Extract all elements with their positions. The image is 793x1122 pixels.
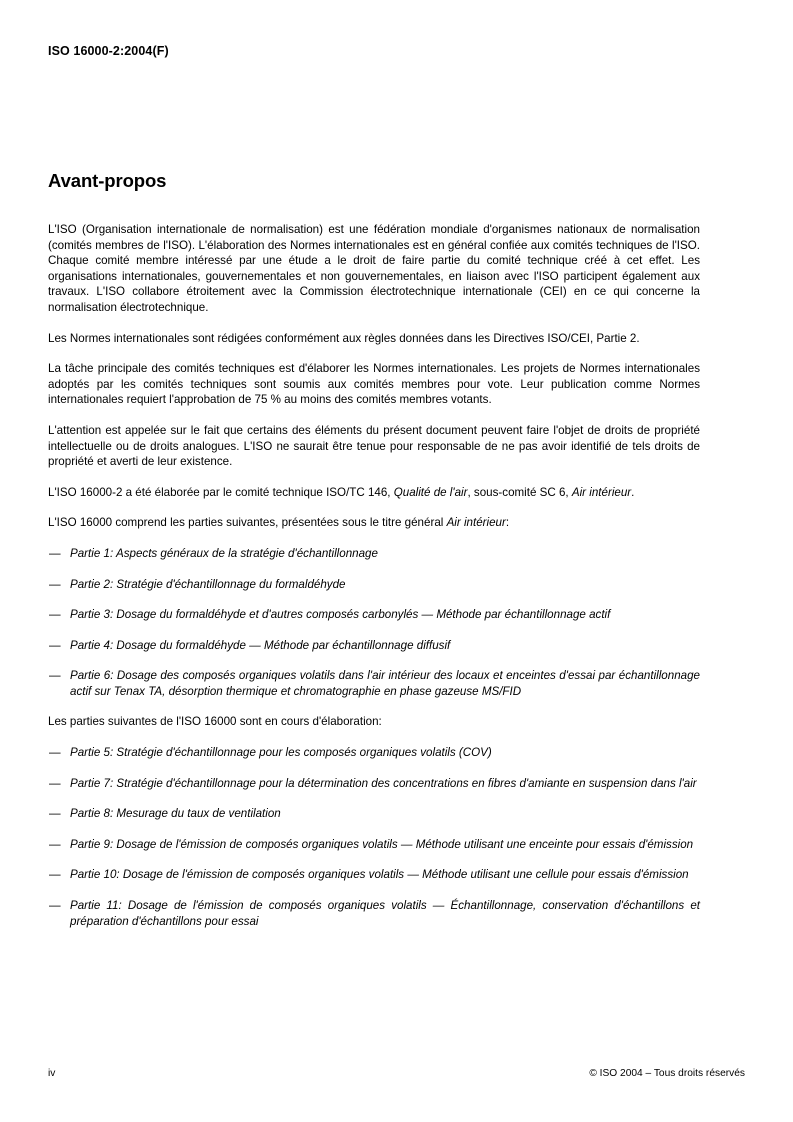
preparing-committee-text-1: L'ISO 16000-2 a été élaborée par le comité technique ISO/TC 146, xyxy=(48,485,394,499)
em-dash-bullet-icon: — xyxy=(49,746,61,760)
em-dash-bullet-icon: — xyxy=(49,776,61,790)
parts-intro-text-1: L'ISO 16000 comprend les parties suivantes, présentées sous le titre général xyxy=(48,516,447,530)
document-header-reference: ISO 16000-2:2004(F) xyxy=(48,44,169,58)
list-item-label: Partie 11: Dosage de l'émission de composés organiques volatils — Échantillonnage, conservation d'échantillons et préparation d'échantillons pour essai xyxy=(70,899,700,928)
paragraph-preparing-committee xyxy=(48,485,700,501)
em-dash-bullet-icon: — xyxy=(49,868,61,882)
list-item xyxy=(48,607,700,623)
list-item xyxy=(48,668,700,699)
list-item-label: Partie 9: Dosage de l'émission de composés organiques volatils — Méthode utilisant une enceinte pour essais d'émission xyxy=(70,837,694,851)
list-item-label: Partie 8: Mesurage du taux de ventilation xyxy=(70,807,281,821)
copyright-notice: © ISO 2004 – Tous droits réservés xyxy=(589,1068,745,1079)
list-item xyxy=(48,806,700,822)
list-item-label: Partie 1: Aspects généraux de la stratégie d'échantillonnage xyxy=(70,546,378,560)
forthcoming-parts-list xyxy=(48,745,700,929)
preparing-committee-text-3: . xyxy=(631,485,635,499)
document-content xyxy=(48,170,700,929)
list-item-label: Partie 2: Stratégie d'échantillonnage du formaldéhyde xyxy=(70,577,346,591)
em-dash-bullet-icon: — xyxy=(49,807,61,821)
em-dash-bullet-icon: — xyxy=(49,638,61,652)
em-dash-bullet-icon: — xyxy=(49,837,61,851)
paragraph-patent-rights: L'attention est appelée sur le fait que certains des éléments du présent document peuvent faire l'objet de droits de propriété intellectuelle ou de droits analogues. L'ISO ne saurait être tenue pour responsable de ne pas avoir identifié de tels droits de propriété et averti de leur existence. xyxy=(48,423,700,469)
paragraph-forthcoming-intro: Les parties suivantes de l'ISO 16000 sont en cours d'élaboration: xyxy=(48,715,382,729)
list-item xyxy=(48,898,700,929)
preparing-committee-text-2: , sous-comité SC 6, xyxy=(467,485,572,499)
paragraph-iso-description: L'ISO (Organisation internationale de normalisation) est une fédération mondiale d'organismes nationaux de normalisation (comités membres de l'ISO). L'élaboration des Normes internationales est en général confiée aux comités techniques de l'ISO. Chaque comité membre intéressé par une étude a le droit de faire partie du comité technique créé à cet effet. Les organisations internationales, gouvernementales et non gouvernementales, en liaison avec l'ISO participent également aux travaux. L'ISO collabore étroitement avec la Commission électrotechnique internationale (CEI) en ce qui concerne la normalisation électrotechnique. xyxy=(48,223,700,314)
list-item xyxy=(48,745,700,761)
list-item-label: Partie 7: Stratégie d'échantillonnage pour la détermination des concentrations en fibres d'amiante en suspension dans l'air xyxy=(70,776,697,790)
list-item xyxy=(48,776,700,792)
list-item xyxy=(48,867,700,883)
list-item-label: Partie 10: Dosage de l'émission de composés organiques volatils — Méthode utilisant une cellule pour essais d'émission xyxy=(70,868,689,882)
list-item-label: Partie 4: Dosage du formaldéhyde — Méthode par échantillonnage diffusif xyxy=(70,638,451,652)
published-parts-list xyxy=(48,546,700,700)
page-title: Avant-propos xyxy=(48,170,167,191)
em-dash-bullet-icon: — xyxy=(49,899,61,913)
page-number: iv xyxy=(48,1068,56,1079)
list-item-label: Partie 5: Stratégie d'échantillonnage pour les composés organiques volatils (COV) xyxy=(70,746,492,760)
list-item xyxy=(48,546,700,562)
paragraph-parts-intro xyxy=(48,515,700,531)
list-item-label: Partie 3: Dosage du formaldéhyde et d'autres composés carbonylés — Méthode par échantillonnage actif xyxy=(70,608,611,622)
em-dash-bullet-icon: — xyxy=(49,546,61,560)
general-title-indoor-air: Air intérieur xyxy=(446,516,506,530)
parts-intro-text-2: : xyxy=(505,516,510,530)
em-dash-bullet-icon: — xyxy=(49,669,61,683)
paragraph-directives: Les Normes internationales sont rédigées conformément aux règles données dans les Directives ISO/CEI, Partie 2. xyxy=(48,331,640,345)
list-item xyxy=(48,837,700,853)
list-item xyxy=(48,638,700,654)
list-item xyxy=(48,577,700,593)
em-dash-bullet-icon: — xyxy=(49,577,61,591)
committee-title-air-quality: Qualité de l'air xyxy=(393,485,468,499)
em-dash-bullet-icon: — xyxy=(49,608,61,622)
document-footer xyxy=(48,1068,745,1079)
paragraph-technical-committees: La tâche principale des comités techniques est d'élaborer les Normes internationales. Les projets de Normes internationales adoptés par les comités techniques sont soumis aux comités membres pour vote. Leur publication comme Normes internationales requiert l'approbation de 75 % au moins des comités membres votants. xyxy=(48,362,700,407)
list-item-label: Partie 6: Dosage des composés organiques volatils dans l'air intérieur des locaux et enceintes d'essai par échantillonnage actif sur Tenax TA, désorption thermique et chromatographie en phase gazeuse MS/FID xyxy=(70,669,700,698)
subcommittee-title-indoor-air: Air intérieur xyxy=(571,485,632,499)
